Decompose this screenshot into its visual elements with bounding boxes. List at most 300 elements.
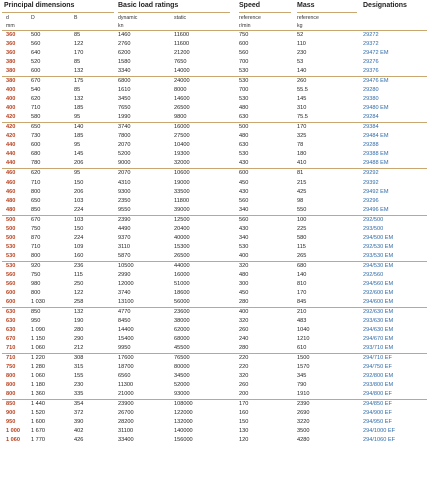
cell-speed: 530 [239, 96, 249, 103]
cell-speed: 630 [239, 114, 249, 121]
cell-D: 1 220 [31, 355, 45, 362]
cell-static: 24000 [174, 78, 190, 85]
cell-static: 10400 [174, 142, 190, 149]
cell-dynamic: 8450 [118, 317, 131, 324]
cell-mass: 52 [297, 32, 304, 38]
cell-designation: 29372 [363, 41, 379, 48]
cell-D: 1 150 [31, 336, 45, 343]
cell-static: 16000 [174, 271, 190, 278]
cell-designation: 292/560 [363, 271, 384, 278]
table-row [2, 271, 427, 280]
cell-speed: 400 [239, 308, 249, 315]
cell-mass: 215 [297, 179, 307, 186]
cell-d: 1 000 [6, 428, 20, 435]
cell-D: 1 030 [31, 298, 45, 305]
cell-static: 140000 [174, 428, 193, 435]
cell-dynamic: 12000 [118, 280, 134, 287]
cell-dynamic: 3450 [118, 96, 131, 103]
cell-B: 206 [74, 160, 84, 167]
cell-designation: 293/800 EM [363, 382, 394, 389]
cell-dynamic: 10500 [118, 262, 134, 269]
cell-B: 206 [74, 188, 84, 195]
cell-speed: 340 [239, 234, 249, 241]
cell-dynamic: 3110 [118, 243, 131, 250]
cell-B: 236 [74, 262, 84, 269]
cell-dynamic: 4770 [118, 308, 131, 315]
table-row [2, 262, 427, 271]
cell-designation: 29288 [363, 142, 379, 149]
cell-speed: 150 [239, 419, 249, 426]
cell-B: 426 [74, 437, 84, 444]
cell-mass: 260 [297, 78, 307, 85]
cell-mass: 210 [297, 308, 307, 315]
table-row [2, 289, 427, 298]
cell-dynamic: 31100 [118, 428, 134, 435]
cell-d: 710 [6, 355, 16, 362]
cell-B: 103 [74, 216, 84, 223]
header-rule [297, 12, 357, 13]
cell-dynamic: 2390 [118, 216, 131, 223]
table-row [2, 206, 427, 215]
cell-dynamic: 6200 [118, 50, 131, 57]
unit-kn: kn [118, 23, 124, 29]
table-row [2, 326, 427, 335]
cell-dynamic: 11300 [118, 382, 134, 389]
table-row [2, 169, 427, 178]
table-row [2, 77, 427, 86]
cell-designation: 29492 EM [363, 188, 389, 195]
cell-d: 440 [6, 151, 16, 158]
cell-static: 23600 [174, 308, 190, 315]
cell-designation: 29472 EM [363, 50, 389, 57]
cell-speed: 600 [239, 41, 249, 48]
subhead-static: static [174, 15, 187, 21]
cell-d: 750 [6, 364, 16, 371]
cell-designation: 29484 EM [363, 133, 389, 140]
cell-d: 530 [6, 252, 16, 259]
cell-static: 80000 [174, 364, 190, 371]
cell-B: 185 [74, 133, 84, 140]
table-row [2, 427, 427, 436]
cell-speed: 320 [239, 262, 249, 269]
cell-d: 460 [6, 188, 16, 195]
cell-mass: 425 [297, 188, 307, 195]
table-row [2, 418, 427, 427]
cell-B: 140 [74, 124, 84, 131]
cell-speed: 560 [239, 50, 249, 57]
cell-static: 51000 [174, 280, 190, 287]
cell-d: 360 [6, 41, 16, 48]
cell-designation: 29276 [363, 59, 379, 66]
table-row [2, 400, 427, 409]
table-row [2, 188, 427, 197]
table-row [2, 409, 427, 418]
cell-mass: 140 [297, 271, 307, 278]
cell-designation: 29376 [363, 68, 379, 75]
table-row [2, 197, 427, 206]
cell-designation: 293/710 EM [363, 345, 394, 352]
cell-d: 600 [6, 298, 16, 305]
cell-static: 26500 [174, 252, 190, 259]
cell-dynamic: 1580 [118, 59, 131, 66]
cell-dynamic: 9550 [118, 206, 131, 213]
cell-D: 850 [31, 206, 41, 213]
cell-d: 480 [6, 206, 16, 213]
cell-dynamic: 2990 [118, 271, 131, 278]
cell-d: 530 [6, 243, 16, 250]
header-rule [239, 12, 291, 13]
cell-designation: 29380 [363, 96, 379, 103]
cell-B: 224 [74, 234, 84, 241]
cell-static: 8000 [174, 87, 187, 94]
cell-D: 710 [31, 179, 41, 186]
cell-d: 380 [6, 59, 16, 66]
cell-dynamic: 2070 [118, 142, 131, 149]
cell-D: 710 [31, 105, 41, 112]
cell-mass: 810 [297, 280, 307, 287]
table-row [2, 104, 427, 113]
cell-speed: 260 [239, 382, 249, 389]
cell-mass: 845 [297, 298, 307, 305]
cell-mass: 550 [297, 206, 307, 213]
header-principal-dimensions: Principal dimensions [4, 2, 75, 9]
cell-mass: 580 [297, 234, 307, 241]
cell-designation: 29392 [363, 179, 379, 186]
cell-speed: 220 [239, 364, 249, 371]
cell-D: 670 [31, 216, 41, 223]
cell-mass: 2690 [297, 410, 310, 417]
cell-d: 800 [6, 382, 16, 389]
cell-d: 440 [6, 160, 16, 167]
cell-B: 170 [74, 50, 84, 57]
header-mass: Mass [297, 2, 315, 9]
cell-static: 40000 [174, 234, 190, 241]
cell-dynamic: 9370 [118, 234, 131, 241]
cell-B: 95 [74, 142, 81, 149]
header-basic-load-ratings: Basic load ratings [118, 2, 179, 9]
cell-d: 460 [6, 179, 16, 186]
cell-speed: 530 [239, 68, 249, 75]
cell-designation: 293/500 [363, 225, 384, 232]
cell-B: 185 [74, 105, 84, 112]
cell-designation: 294/900 EF [363, 410, 392, 417]
cell-d: 500 [6, 234, 16, 241]
cell-d: 950 [6, 419, 16, 426]
cell-D: 710 [31, 243, 41, 250]
table-row [2, 234, 427, 243]
cell-D: 780 [31, 160, 41, 167]
cell-dynamic: 2760 [118, 41, 131, 48]
cell-d: 560 [6, 280, 16, 287]
cell-d: 1 060 [6, 437, 20, 444]
cell-D: 1 060 [31, 373, 45, 380]
cell-d: 420 [6, 124, 16, 131]
cell-designation: 294/1000 EF [363, 428, 396, 435]
cell-speed: 560 [239, 197, 249, 204]
cell-d: 500 [6, 225, 16, 232]
cell-designation: 293/530 EM [363, 252, 394, 259]
bearing-table [2, 2, 427, 445]
table-row [2, 363, 427, 372]
cell-B: 150 [74, 179, 84, 186]
cell-dynamic: 14400 [118, 327, 134, 333]
cell-designation: 29284 [363, 114, 379, 121]
cell-mass: 1040 [297, 327, 310, 333]
cell-B: 150 [74, 225, 84, 232]
cell-dynamic: 2070 [118, 170, 131, 177]
header-designations: Designations [363, 2, 407, 9]
cell-B: 354 [74, 401, 84, 408]
cell-mass: 265 [297, 252, 307, 259]
cell-static: 44000 [174, 262, 190, 269]
cell-mass: 610 [297, 345, 307, 352]
cell-d: 360 [6, 32, 16, 38]
cell-B: 390 [74, 419, 84, 426]
cell-D: 800 [31, 252, 41, 259]
cell-speed: 130 [239, 428, 249, 435]
cell-D: 1 060 [31, 345, 45, 352]
cell-speed: 200 [239, 391, 249, 398]
table-row [2, 372, 427, 381]
cell-mass: 225 [297, 225, 307, 232]
cell-designation: 294/630 EM [363, 327, 394, 333]
cell-B: 308 [74, 355, 84, 362]
cell-D: 1 600 [31, 419, 45, 426]
cell-d: 630 [6, 317, 16, 324]
cell-dynamic: 1610 [118, 87, 131, 94]
cell-d: 360 [6, 50, 16, 57]
cell-speed: 480 [239, 105, 249, 112]
cell-D: 620 [31, 170, 41, 177]
cell-mass: 81 [297, 170, 304, 177]
cell-D: 1 770 [31, 437, 45, 444]
cell-B: 85 [74, 32, 81, 38]
cell-mass: 100 [297, 216, 307, 223]
table-row [2, 317, 427, 326]
cell-D: 640 [31, 50, 41, 57]
unit-kg: kg [297, 23, 303, 29]
cell-speed: 430 [239, 188, 249, 195]
cell-dynamic: 5870 [118, 252, 131, 259]
cell-designation: 29480 EM [363, 105, 389, 112]
cell-d: 400 [6, 105, 16, 112]
cell-mass: 1570 [297, 364, 310, 371]
cell-speed: 700 [239, 87, 249, 94]
cell-mass: 230 [297, 50, 307, 57]
cell-speed: 530 [239, 151, 249, 158]
cell-designation: 292/500 [363, 216, 384, 223]
cell-D: 540 [31, 87, 41, 94]
cell-dynamic: 3740 [118, 124, 131, 131]
cell-dynamic: 6800 [118, 78, 131, 85]
cell-speed: 500 [239, 124, 249, 131]
cell-d: 500 [6, 216, 16, 223]
cell-D: 980 [31, 280, 41, 287]
cell-B: 122 [74, 289, 84, 296]
cell-dynamic: 7800 [118, 133, 131, 140]
table-row [2, 179, 427, 188]
cell-designation: 294/950 EF [363, 419, 392, 426]
cell-speed: 530 [239, 243, 249, 250]
cell-B: 145 [74, 151, 84, 158]
cell-mass: 115 [297, 243, 306, 250]
cell-d: 380 [6, 78, 16, 85]
cell-B: 95 [74, 114, 81, 121]
cell-B: 160 [74, 252, 84, 259]
cell-D: 560 [31, 41, 41, 48]
cell-dynamic: 26700 [118, 410, 134, 417]
cell-mass: 483 [297, 317, 307, 324]
cell-static: 16000 [174, 124, 190, 131]
cell-D: 750 [31, 225, 41, 232]
cell-dynamic: 18700 [118, 364, 134, 371]
cell-mass: 1910 [297, 391, 310, 398]
cell-static: 52000 [174, 382, 190, 389]
cell-static: 11600 [174, 32, 190, 38]
cell-static: 14600 [174, 96, 190, 103]
cell-designation: 293/630 EM [363, 317, 394, 324]
cell-B: 372 [74, 410, 84, 417]
cell-mass: 53 [297, 59, 304, 66]
cell-B: 103 [74, 197, 84, 204]
table-row [2, 308, 427, 317]
cell-mass: 145 [297, 96, 307, 103]
cell-B: 335 [74, 391, 84, 398]
cell-designation: 294/600 EM [363, 298, 394, 305]
table-row [2, 216, 427, 225]
cell-designation: 294/500 EM [363, 234, 394, 241]
cell-speed: 220 [239, 355, 249, 362]
cell-static: 19000 [174, 179, 190, 186]
cell-D: 520 [31, 59, 41, 66]
cell-D: 1 280 [31, 364, 45, 371]
cell-designation: 29292 [363, 170, 379, 177]
cell-dynamic: 9950 [118, 345, 131, 352]
cell-dynamic: 7650 [118, 105, 131, 112]
cell-mass: 325 [297, 133, 307, 140]
cell-mass: 110 [297, 41, 306, 48]
table-row [2, 123, 427, 132]
cell-dynamic: 28200 [118, 419, 134, 426]
cell-dynamic: 13100 [118, 298, 134, 305]
cell-D: 680 [31, 151, 41, 158]
cell-d: 420 [6, 133, 16, 140]
cell-B: 280 [74, 327, 84, 333]
cell-designation: 294/710 EF [363, 355, 392, 362]
cell-B: 122 [74, 41, 84, 48]
cell-speed: 340 [239, 206, 249, 213]
cell-static: 132000 [174, 419, 193, 426]
cell-mass: 55.5 [297, 87, 308, 94]
cell-designation: 292/530 EM [363, 243, 394, 250]
cell-static: 156000 [174, 437, 193, 444]
cell-d: 850 [6, 401, 16, 408]
cell-designation: 29296 [363, 197, 379, 204]
cell-D: 1 180 [31, 382, 45, 389]
cell-B: 250 [74, 280, 84, 287]
cell-static: 122000 [174, 410, 193, 417]
cell-dynamic: 5200 [118, 151, 131, 158]
cell-B: 132 [74, 96, 84, 103]
cell-speed: 480 [239, 271, 249, 278]
cell-speed: 600 [239, 170, 249, 177]
table-row [2, 280, 427, 289]
cell-dynamic: 6560 [118, 373, 131, 380]
cell-designation: 29496 EM [363, 206, 389, 213]
table-row [2, 58, 427, 67]
table-row [2, 243, 427, 252]
cell-static: 45500 [174, 345, 190, 352]
cell-static: 20400 [174, 225, 190, 232]
cell-dynamic: 2350 [118, 197, 131, 204]
cell-static: 62000 [174, 327, 190, 333]
cell-D: 920 [31, 262, 41, 269]
cell-B: 224 [74, 206, 84, 213]
cell-d: 530 [6, 262, 16, 269]
table-row [2, 436, 427, 445]
cell-mass: 4280 [297, 437, 310, 444]
cell-D: 580 [31, 114, 41, 121]
cell-d: 460 [6, 170, 16, 177]
cell-B: 85 [74, 59, 81, 66]
cell-static: 34500 [174, 373, 190, 380]
table-row [2, 335, 427, 344]
cell-d: 440 [6, 142, 16, 149]
cell-B: 190 [74, 317, 84, 324]
cell-dynamic: 23900 [118, 401, 134, 408]
cell-designation: 29272 [363, 32, 379, 38]
cell-dynamic: 21000 [118, 391, 134, 398]
cell-B: 230 [74, 382, 84, 389]
table-row [2, 49, 427, 58]
cell-static: 11800 [174, 197, 190, 204]
cell-B: 132 [74, 68, 84, 75]
cell-B: 212 [74, 345, 84, 352]
header-rule [118, 12, 230, 13]
cell-designation: 29384 [363, 124, 379, 131]
table-header [2, 2, 427, 30]
cell-designation: 294/1060 EF [363, 437, 396, 444]
subhead-mass-reference: reference [297, 15, 319, 21]
unit-rmin: r/min [239, 23, 251, 29]
cell-static: 93000 [174, 391, 190, 398]
cell-speed: 750 [239, 32, 249, 38]
cell-static: 14000 [174, 68, 190, 75]
cell-designation: 292/630 EM [363, 308, 394, 315]
cell-static: 11600 [174, 41, 190, 48]
cell-dynamic: 4490 [118, 225, 131, 232]
cell-mass: 680 [297, 262, 307, 269]
cell-D: 650 [31, 124, 41, 131]
table-row [2, 113, 427, 122]
cell-speed: 700 [239, 59, 249, 66]
cell-speed: 300 [239, 280, 249, 287]
cell-speed: 320 [239, 317, 249, 324]
cell-D: 950 [31, 317, 41, 324]
cell-mass: 3500 [297, 428, 310, 435]
cell-speed: 280 [239, 298, 249, 305]
cell-speed: 400 [239, 252, 249, 259]
cell-mass: 310 [297, 105, 307, 112]
cell-d: 710 [6, 345, 16, 352]
cell-mass: 98 [297, 197, 304, 204]
subhead-B: B [74, 15, 78, 21]
cell-mass: 345 [297, 373, 307, 380]
cell-B: 109 [74, 243, 84, 250]
cell-speed: 280 [239, 345, 249, 352]
cell-B: 132 [74, 308, 84, 315]
subhead-d: d [6, 15, 9, 21]
